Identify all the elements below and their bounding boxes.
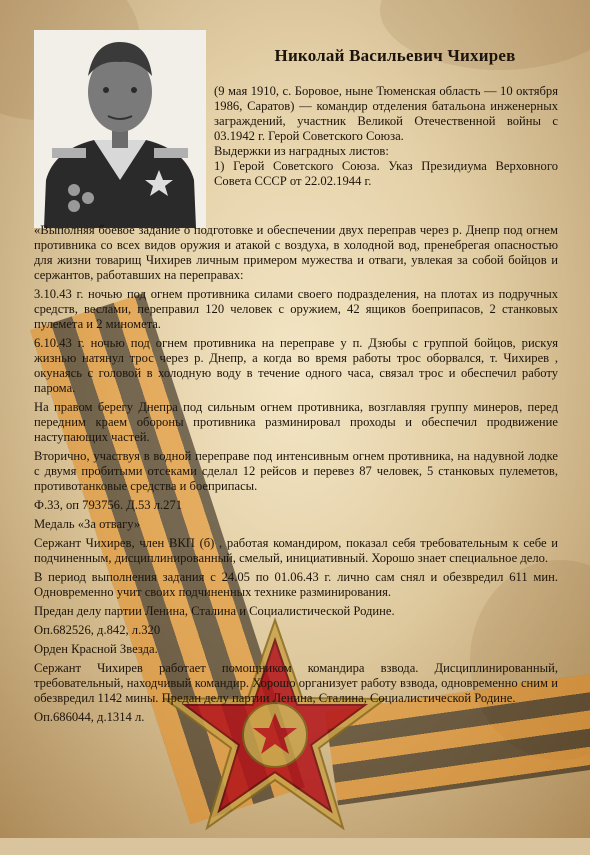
paragraph: 3.10.43 г. ночью под огнем противника силами своего подразделения, на плотах из подручных средств, веслами, переправил 120 человек с оружием, 42 ящиков боеприпасов, 2 станковых пулемета и 2 минометa.	[34, 287, 558, 331]
paragraph: На правом берегу Днепра под сильным огнем противника, возглавляя группу минеров, перед передним краем обороны противника разминировал проходы и обеспечил продвижение наступающих частей.	[34, 400, 558, 444]
award-heading: 1) Герой Советского Союза. Указ Президиума Верховного Совета СССР от 22.02.1944 г.	[214, 159, 558, 188]
intro-text	[214, 84, 558, 189]
paragraph: Предан делу партии Ленина, Сталина и Социалистической Родине.	[34, 604, 395, 618]
award-heading: Медаль «За отвагу»	[34, 517, 141, 531]
award-heading: Орден Красной Звезда.	[34, 642, 158, 656]
archive-reference: Оп.686044, д.1314 л.	[34, 710, 145, 724]
archive-reference: Ф.33, оп 793756. Д.53 л.271	[34, 498, 183, 512]
paragraph: В период выполнения задания с 24.05 по 01.06.43 г. лично сам снял и обезвредил 611 мин. Одновременно учит своих подчиненных технике разминирования.	[34, 570, 558, 599]
portrait-photo	[34, 30, 206, 228]
paragraph: Вторично, участвуя в водной переправе под интенсивным огнем противника, на надувной лодке с двумя пробитыми отсеками сделал 12 рейсов и перевез 87 человек, 5 станковых пулеметов, противотанковые средства и боеприпасы.	[34, 449, 558, 493]
bio-summary: (9 мая 1910, с. Боровое, ныне Тюменская область — 10 октября 1986, Саратов) — командир отделения батальона инженерных заграждений, участник Великой Отечественной войны с 03.1942 г. Герой Советского Союза.	[214, 84, 558, 143]
paragraph: «Выполняя боевое задание о подготовке и обеспечении двух переправ через р. Днепр под огнем противника со всех видов оружия и атакой с воздуха, в холодной вод, пренебрегая опасностью для жизни товарищ Чихирев личным примером мужества и отваги, увлекая за собой бойцов и сержантов, работавших на переправах:	[34, 223, 558, 282]
paragraph: 6.10.43 г. ночью под огнем противника на переправе у п. Дзюбы с группой бойцов, рискуя жизнью натянул трос через р. Днепр, а когда во время работы трос оборвался, т. Чихирев , окунаясь с головой в холодную воду в течение одного часа, связал трос и обеспечил работу парома.	[34, 336, 558, 395]
award-text	[34, 223, 558, 729]
archive-reference: Оп.682526, д.842, л.320	[34, 623, 161, 637]
page-title: Николай Васильевич Чихирев	[274, 46, 516, 65]
section-heading: Выдержки из наградных листов:	[214, 144, 389, 158]
paragraph: Сержант Чихирев, член ВКП (б) , работая командиром, показал себя требовательным к себе и подчиненным, дисциплинированный, смелый, инициативный. Хорошо знает специальное дело.	[34, 536, 558, 565]
paragraph: Сержант Чихирев работает помощником командира взвода. Дисциплинированный, требовательный, находчивый командир. Хорошо организует работу взвода, одновременно сним и обезвредил 1142 мины. Предан делу партии Ленина, Сталина, Социалистической Родине.	[34, 661, 558, 705]
